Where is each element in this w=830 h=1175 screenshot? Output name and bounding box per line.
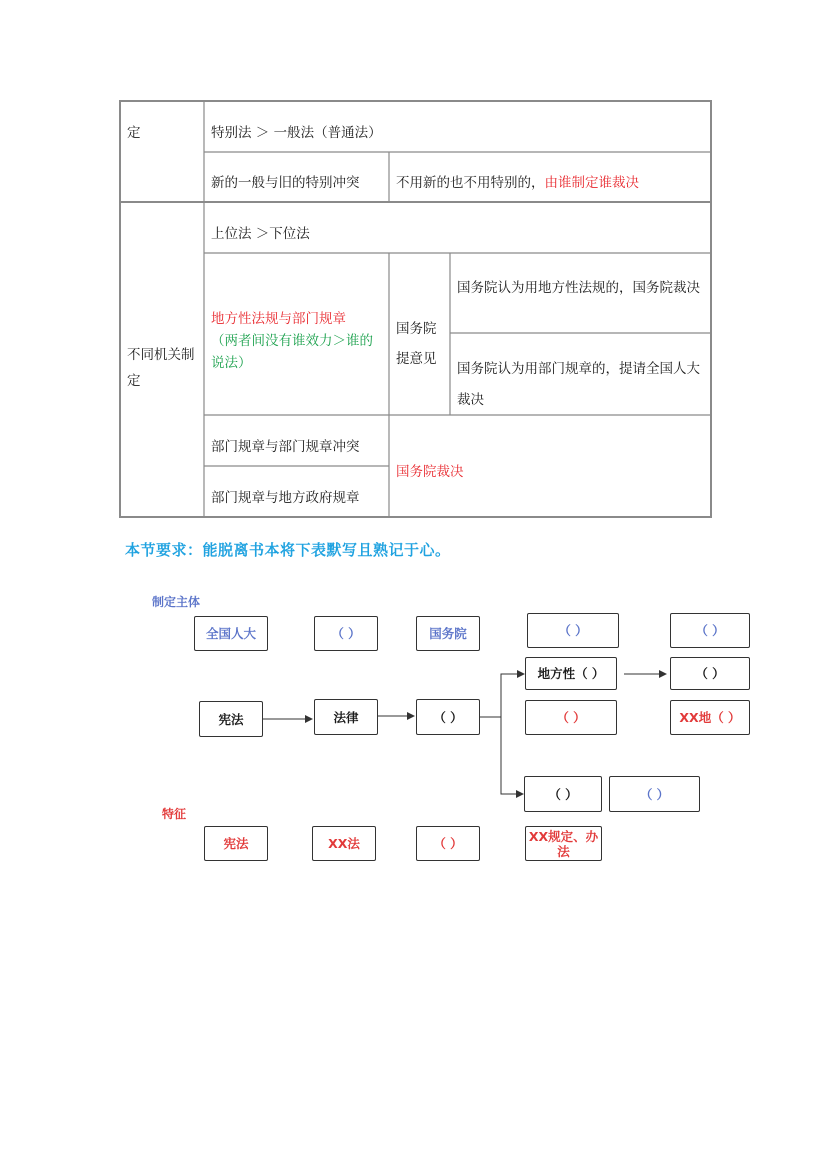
ruling-text-red: 由谁制定谁裁决 [544,175,639,191]
local-vs-department-title: 地方性法规与部门规章 [211,311,346,327]
feature-constitution: 宪法 [204,826,268,861]
flow-constitution: 宪法 [199,701,263,737]
state-council-line1: 国务院 [396,321,437,337]
branch-mid-blank: （ ） [525,700,617,735]
cell-opinion-department: 国务院认为用部门规章的，提请全国人大裁决 [457,361,700,408]
cell-dept-dept-conflict: 部门规章与部门规章冲突 [211,439,360,455]
cell-dept-local-gov-conflict: 部门规章与地方政府规章 [211,490,360,506]
flow-law: 法律 [314,699,378,735]
subject-blank-1: （ ） [314,616,378,651]
flow-blank: （ ） [416,699,480,735]
feature-xx-rules: XX规定、办法 [525,826,602,861]
subject-blank-3: （ ） [670,613,750,648]
cell-state-council-ruling: 国务院裁决 [396,464,464,480]
branch-local: 地方性（ ） [525,657,617,690]
branch-mid-xx-local: XX地（ ） [670,700,750,735]
cell-special-over-general: 特别法 ＞ 一般法（普通法） [211,125,382,141]
section-requirement: 本节要求：能脱离书本将下表默写且熟记于心。 [125,541,451,559]
state-council-line2: 提意见 [396,351,437,367]
feature-xx-law: XX法 [312,826,376,861]
label-enacting-subject: 制定主体 [152,595,201,609]
feature-blank: （ ） [416,826,480,861]
local-vs-department-note: （两者间没有谁效力＞谁的说法） [211,333,373,371]
branch-local-next: （ ） [670,657,750,690]
label-features: 特征 [162,807,187,821]
subject-npc: 全国人大 [194,616,268,651]
ruling-text-black: 不用新的也不用特别的， [396,175,545,191]
cell-superior-over-inferior: 上位法 ＞下位法 [211,226,310,242]
branch-bottom-blank-1: （ ） [524,776,602,812]
subject-blank-2: （ ） [527,613,619,648]
cell-opinion-local: 国务院认为用地方性法规的，国务院裁决 [457,280,700,296]
different-organs-line1: 不同机关制 [127,347,195,363]
branch-bottom-blank-2: （ ） [609,776,700,812]
cell-new-general-old-special: 新的一般与旧的特别冲突 [211,175,360,191]
different-organs-line2: 定 [127,373,141,389]
cell-same-organ-label: 定 [127,125,141,141]
subject-state-council: 国务院 [416,616,480,651]
